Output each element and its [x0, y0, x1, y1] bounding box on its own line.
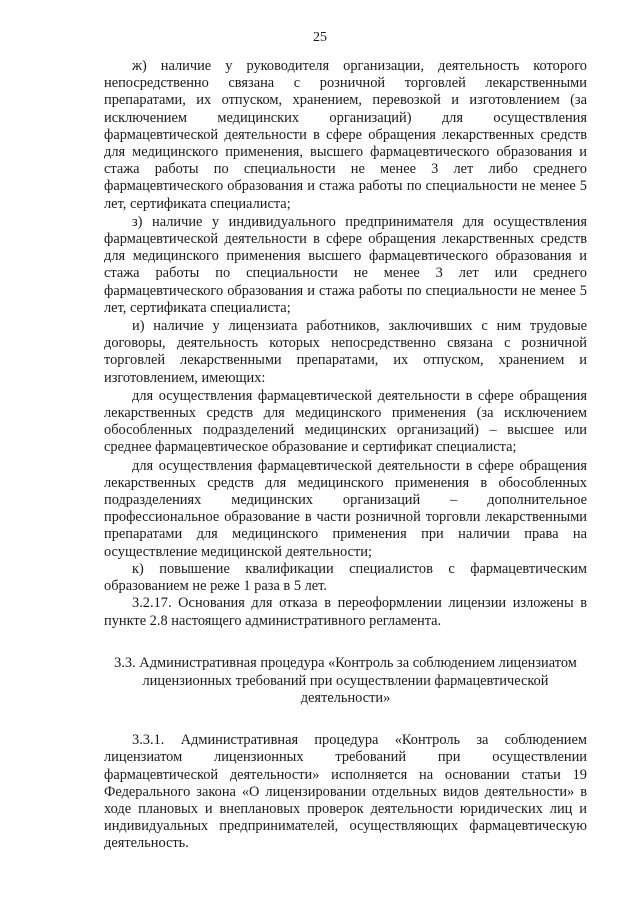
paragraph-requirement-1: для осуществления фармацевтической деятельности в сфере обращения лекарственных средств для медицинского применения (за исключением обособленных подразделений медицинских организаций) – высшее или среднее фармацевтическое образование и сертификат специалиста; [104, 387, 587, 456]
paragraph-k: к) повышение квалификации специалистов с фармацевтическим образованием не реже 1 раза в 5 лет. [104, 560, 587, 595]
paragraph-zh: ж) наличие у руководителя организации, деятельность которого непосредственно связана с розничной торговлей лекарственными препаратами, их отпуском, хранением, перевозкой и изготовлением (за исключением медицинских организаций) для осуществления фармацевтической деятельности в сфере обращения лекарственных средств для медицинского применения, высшего фармацевтического образования и стажа работы по специальности не менее 3 лет либо среднего фармацевтического образования и стажа работы по специальности не менее 5 лет, сертификата специалиста; [104, 58, 587, 212]
page-number: 25 [313, 30, 327, 45]
section-heading: 3.3. Административная процедура «Контроль за соблюдением лицензиатом лицензионных требований при осуществлении фармацевтической деятельности» [114, 654, 577, 707]
paragraph-3-3-1: 3.3.1. Административная процедура «Контроль за соблюдением лицензиатом лицензионных требований при осуществлении фармацевтической деятельности» исполняется на основании статьи 19 Федерального закона «О лицензировании отдельных видов деятельности» в ходе плановых и внеплановых проверок деятельности юридических лиц и индивидуальных предпринимателей, осуществляющих фармацевтическую деятельность. [104, 732, 587, 852]
paragraph-z: з) наличие у индивидуального предпринимателя для осуществления фармацевтической деятельности в сфере обращения лекарственных средств для медицинского применения высшего фармацевтического образования и стажа работы по специальности не менее 3 лет или среднего фармацевтического образования и стажа работы по специальности не менее 5 лет, сертификата специалиста; [104, 213, 587, 316]
paragraph-requirement-2: для осуществления фармацевтической деятельности в сфере обращения лекарственных средств для медицинского применения в обособленных подразделениях медицинских организаций – дополнительное профессиональное образование в части розничной торговли лекарственными препаратами для медицинского применения при наличии права на осуществление медицинской деятельности; [104, 457, 587, 560]
paragraph-i: и) наличие у лицензиата работников, заключивших с ним трудовые договоры, деятельность которых непосредственно связана с розничной торговлей лекарственными препаратами, их отпуском, хранением и изготовлением, имеющих: [104, 318, 587, 386]
paragraph-3-2-17: 3.2.17. Основания для отказа в переоформлении лицензии изложены в пункте 2.8 настоящего административного регламента. [104, 595, 587, 629]
document-body [104, 58, 587, 853]
